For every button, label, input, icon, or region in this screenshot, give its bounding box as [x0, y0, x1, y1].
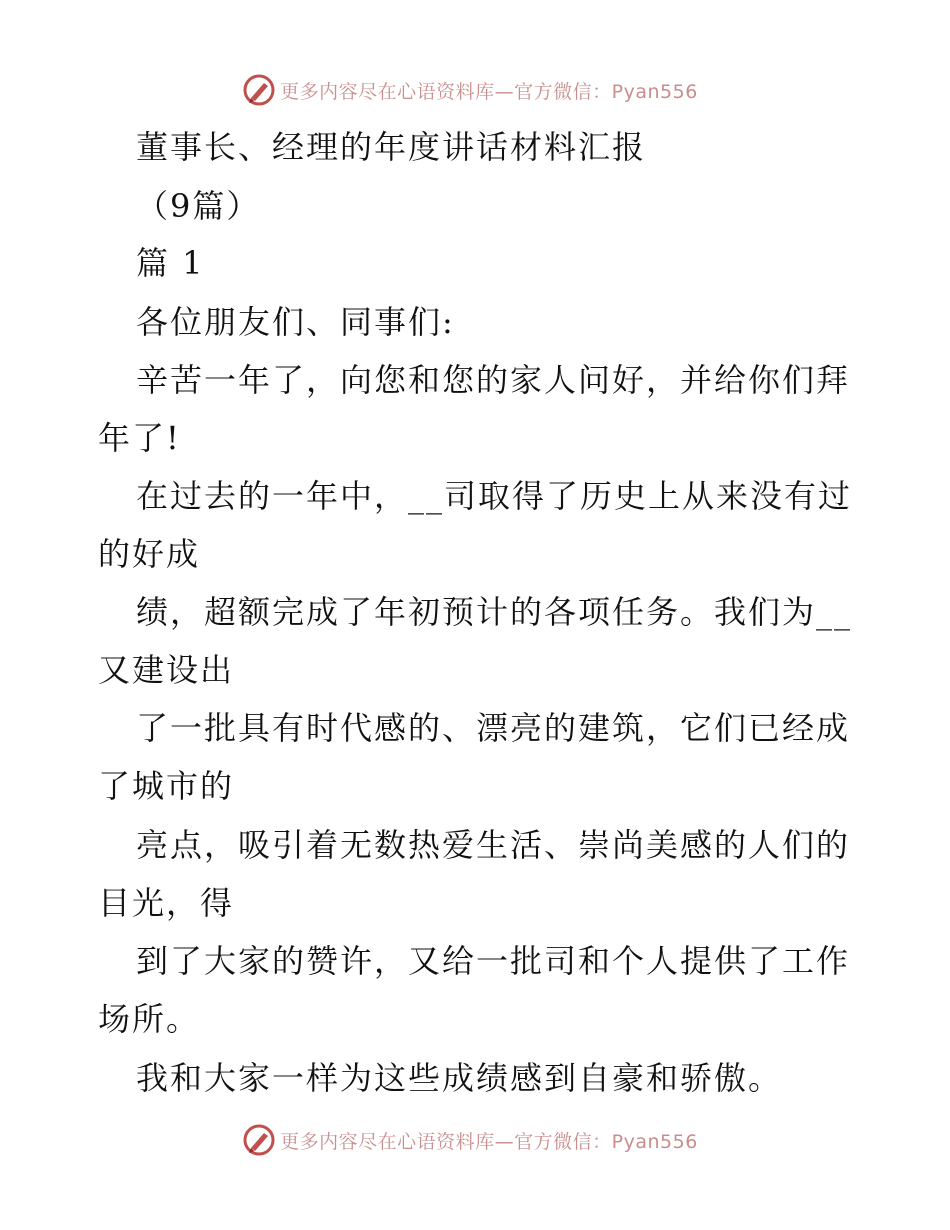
- document-subtitle: （9篇）: [136, 187, 261, 225]
- body-line: 又建设出: [98, 651, 235, 689]
- body-line: 绩，超额完成了年初预计的各项任务。我们为__: [136, 593, 853, 631]
- document-title: 董事长、经理的年度讲话材料汇报: [136, 128, 647, 166]
- body-line: 了城市的: [98, 767, 235, 805]
- section-heading: 篇 1: [136, 244, 205, 282]
- pen-circle-icon: [242, 73, 276, 107]
- watermark-text: 更多内容尽在心语资料库—官方微信：Pyan556: [280, 80, 698, 103]
- body-line: 在过去的一年中，__司取得了历史上从来没有过: [136, 477, 853, 515]
- pen-circle-icon: [242, 1123, 276, 1157]
- body-line: 到了大家的赞许，又给一批司和个人提供了工作: [136, 942, 851, 980]
- body-line: 了一批具有时代感的、漂亮的建筑，它们已经成: [136, 709, 851, 747]
- greeting-line: 各位朋友们、同事们:: [136, 303, 455, 341]
- header-watermark: [0, 70, 950, 110]
- body-line: 的好成: [98, 535, 201, 573]
- watermark-text: 更多内容尽在心语资料库—官方微信：Pyan556: [280, 1130, 698, 1153]
- body-line: 场所。: [98, 1000, 201, 1038]
- body-line: 亮点，吸引着无数热爱生活、崇尚美感的人们的: [136, 826, 851, 864]
- body-line: 年了!: [98, 419, 181, 457]
- body-line: 辛苦一年了，向您和您的家人问好，并给你们拜: [136, 361, 851, 399]
- footer-watermark: [0, 1120, 950, 1160]
- body-line: 目光，得: [98, 884, 235, 922]
- body-line: 我和大家一样为这些成绩感到自豪和骄傲。: [136, 1059, 783, 1097]
